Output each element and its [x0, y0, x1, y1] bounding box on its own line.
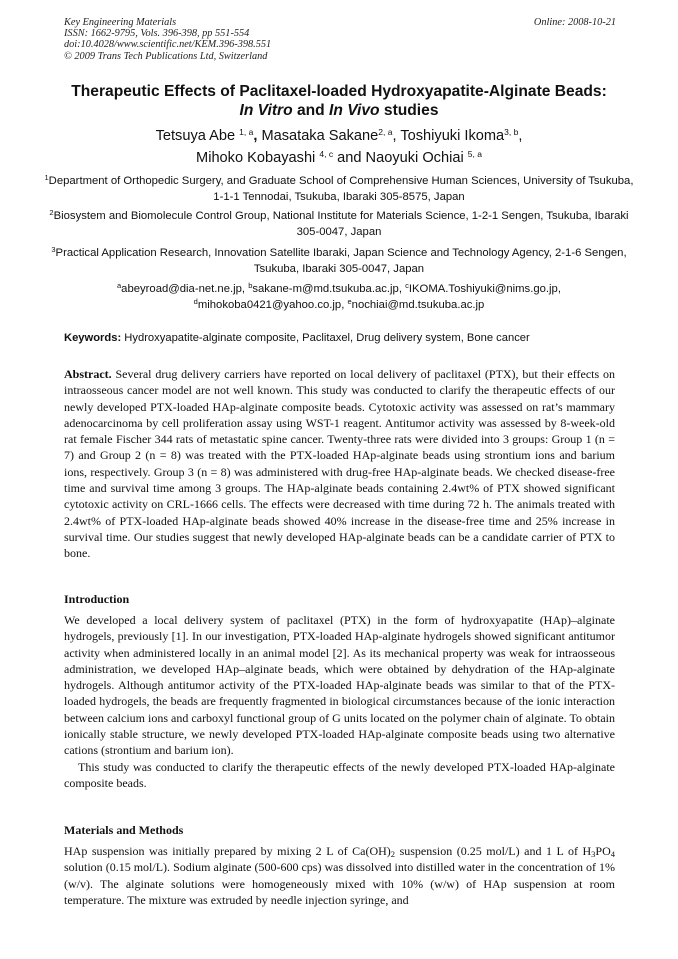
author-name: Masataka Sakane — [261, 128, 379, 144]
email-mark: d — [193, 297, 198, 306]
methods-text: HAp suspension was initially prepared by mixing 2 L of Ca(OH) — [64, 844, 391, 858]
journal-doi: doi:10.4028/www.scientific.net/KEM.396-398.551 — [64, 39, 272, 51]
methods-text: PO — [595, 844, 611, 858]
author-affiliation-mark: 4, c — [319, 149, 334, 159]
author-separator: , — [392, 128, 401, 144]
email-mark: e — [347, 297, 352, 306]
author-affiliation-mark: 1, a — [239, 127, 254, 137]
methods-subscript: 2 — [390, 849, 396, 859]
title-studies: studies — [379, 102, 439, 119]
email-mark: c — [405, 281, 409, 290]
email-a: abeyroad@dia-net.ne.jp, — [121, 283, 249, 295]
author-name: Tetsuya Abe — [155, 128, 236, 144]
affiliation-text: Practical Application Research, Innovation Satellite Ibaraki, Japan Science and Technology Agency, 2-1-6 Sengen, Tsukuba, Ibaraki 305-0047, Japan — [55, 247, 627, 275]
author-line-2 — [40, 147, 638, 169]
title-line-2 — [40, 101, 638, 120]
online-date: Online: 2008-10-21 — [533, 17, 616, 28]
introduction-paragraph-2: This study was conducted to clarify the therapeutic effects of the newly developed PTX-loaded HAp-alginate composite beads. — [64, 759, 615, 790]
author-separator: , — [518, 128, 523, 144]
methods-heading: Materials and Methods — [64, 823, 184, 837]
email-mark: b — [248, 281, 253, 290]
introduction-heading: Introduction — [64, 592, 130, 606]
abstract-label: Abstract. — [64, 367, 112, 381]
abstract-text: Several drug delivery carriers have reported on local delivery of paclitaxel (PTX), but their effects on intraosseous cancer model are not well known. This study was conducted to clarify the therapeutic effects of our newly developed PTX-loaded HAp-alginate composite beads. Cytotoxic activity was assessed on rat’s mammary adenocarcinoma by cell proliferation assay using WST-1 reagent. Antitumor activity was assessed by 8-week-old rat female Fischer 344 rats of metastatic spine cancer. Twenty-three rats were divided into 3 groups: Group 1 (n = 7) and Group 2 (n = 8) was treated with the PTX-loaded HAp-alginate beads using strontium ions and barium ions, respectively. Group 3 (n = 8) was administered with drug-free HAp-alginate beads. We checked disease-free time and survival time among 3 groups. The HAp-alginate beads containing 2.4wt% of PTX showed significant cytotoxic activity on CRL-1666 cells. The effects were decreased with time during 72 h. The animals treated with 2.4wt% of PTX-loaded HAp-alginate beads showed 40% increase in the disease-free time and 25% increase in survival time. Our studies suggest that newly developed HAp-alginate beads can be a candidate carrier of PTX to bone. — [64, 367, 615, 561]
email-e: nochiai@md.tsukuba.ac.jp — [351, 299, 485, 311]
affiliation-text: Biosystem and Biomolecule Control Group, National Institute for Materials Science, 1-2-1 Sengen, Tsukuba, Ibaraki 305-0047, Japan — [53, 210, 629, 238]
author-affiliation-mark: 3, b — [504, 127, 519, 137]
author-affiliation-mark: 2, a — [378, 127, 393, 137]
title-in-vivo: In Vivo — [329, 102, 380, 119]
affiliation-1 — [40, 173, 638, 205]
keywords-text: Hydroxyapatite-alginate composite, Paclitaxel, Drug delivery system, Bone cancer — [121, 332, 530, 344]
abstract — [64, 366, 615, 562]
methods-text: suspension (0.25 mol/L) and 1 L of H — [395, 844, 592, 858]
title-in-vitro: In Vitro — [239, 102, 293, 119]
email-c: IKOMA.Toshiyuki@nims.go.jp, — [408, 283, 561, 295]
author-separator: and — [333, 150, 366, 166]
author-name: Toshiyuki Ikoma — [400, 128, 505, 144]
title-and: and — [292, 102, 330, 119]
introduction-paragraph-1: We developed a local delivery system of paclitaxel (PTX) in the form of hydroxyapatite (HAp)–alginate hydrogels, previously [1]. In our investigation, PTX-loaded HAp-alginate hydrogels showed significant antitumor activity when administered locally in an animal model [2]. As its mechanical property was weak for intraosseous administration, we developed HAp–alginate beads, which were obtained by dehydration of the HAp-alginate hydrogels. Although antitumor activity of the PTX-loaded HAp-alginate beads was similar to that of the PTX-loaded hydrogels, the beads are frequently fragmented in biological circumstances because of the ionic interaction between calcium ions and carboxyl functional group of G units located on the polymer chain of alginate. To obtain ionically stable structure, we newly developed PTX-loaded HAp-alginate composite beads using two alternative cations (strontium and barium ion). — [64, 613, 615, 758]
affiliation-number: 2 — [49, 208, 54, 217]
affiliation-number: 3 — [51, 245, 56, 254]
journal-name: Key Engineering Materials — [64, 17, 177, 28]
journal-header — [64, 17, 616, 62]
journal-issn: ISSN: 1662-9795, Vols. 396-398, pp 551-554 — [64, 28, 250, 40]
email-mark: a — [117, 281, 122, 290]
affiliation-number: 1 — [44, 173, 49, 182]
author-name: Naoyuki Ochiai — [365, 150, 464, 166]
affiliation-3 — [40, 245, 638, 277]
affiliation-text: Department of Orthopedic Surgery, and Graduate School of Comprehensive Human Sciences, University of Tsukuba, 1-1-1 Tennodai, Tsukuba, Ibaraki 305-8575, Japan — [48, 175, 634, 203]
methods-text: solution (0.15 mol/L). Sodium alginate (500-600 cps) was dissolved into distilled water in the concentration of 1% (w/v). The alginate solutions were homogeneously mixed with 10% (w/w) of HAp suspension at room temperature. The mixture was extruded by needle injection syringe, and — [64, 860, 615, 907]
title-line-1: Therapeutic Effects of Paclitaxel-loaded Hydroxyapatite-Alginate Beads: — [71, 83, 607, 100]
paper-title — [40, 82, 638, 120]
methods-subscript: 3 — [591, 849, 596, 859]
methods-body — [64, 843, 615, 908]
methods-subscript: 4 — [610, 849, 615, 859]
email-line-2 — [40, 297, 638, 313]
journal-copyright: © 2009 Trans Tech Publications Ltd, Switzerland — [64, 50, 268, 62]
author-line-1 — [40, 125, 638, 147]
author-separator: , — [253, 128, 262, 144]
author-affiliation-mark: 5, a — [467, 149, 482, 159]
email-line-1 — [40, 281, 638, 297]
affiliation-2 — [40, 208, 638, 240]
introduction-body — [64, 612, 615, 791]
abstract-paragraph — [64, 366, 615, 562]
author-emails — [40, 281, 638, 313]
methods-paragraph-1 — [64, 843, 615, 908]
keywords — [64, 330, 624, 346]
email-d: mihokoba0421@yahoo.co.jp, — [197, 299, 348, 311]
author-name: Mihoko Kobayashi — [196, 150, 316, 166]
author-list — [40, 125, 638, 169]
keywords-label: Keywords: — [64, 332, 122, 344]
email-b: sakane-m@md.tsukuba.ac.jp, — [252, 283, 406, 295]
